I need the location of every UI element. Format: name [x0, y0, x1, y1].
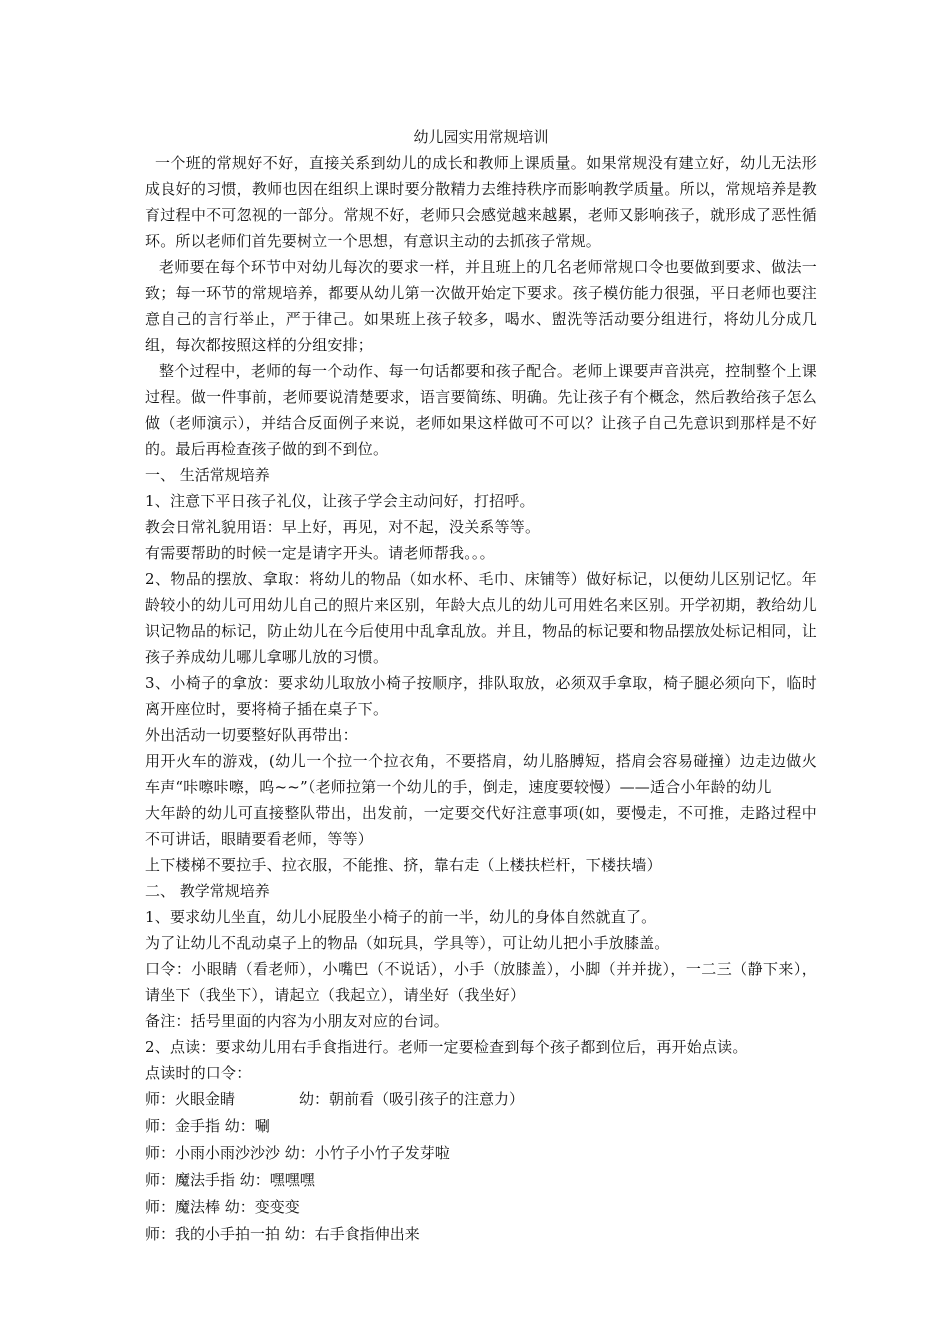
teacher-line: 师：火眼金睛: [145, 1090, 236, 1108]
section-heading-life: 一、 生活常规培养: [145, 466, 270, 484]
teacher-line: 师：魔法棒: [145, 1198, 221, 1216]
child-line: 幼：嘿嘿嘿: [239, 1171, 315, 1189]
life-item: 有需要帮助的时候一定是请字开头。请老师帮我。。。: [145, 544, 495, 562]
life-item: 2、物品的摆放、拿取：将幼儿的物品（如水杯、毛巾、床铺等）做好标记，以便幼儿区别记忆。年龄较小的幼儿可用幼儿自己的照片来区别，年龄大点儿的幼儿可用姓名来区别。开学初期，教给幼儿识记物品的标记，防止幼儿在今后使用中乱拿乱放。并且，物品的标记要和物品摆放处标记相同，让孩子养成幼儿哪儿拿哪儿放的习惯。: [145, 570, 817, 666]
teacher-line: 师：魔法手指: [145, 1171, 236, 1189]
intro-paragraph-2: 老师要在每个环节中对幼儿每次的要求一样，并且班上的几名老师常规口令也要做到要求、做法一致；每一环节的常规培养，都要从幼儿第一次做开始定下要求。孩子模仿能力很强，平日老师也要注意自己的言行举止，严于律己。如果班上孩子较多，喝水、盥洗等活动要分组进行，将幼儿分成几组，每次都按照这样的分组安排；: [145, 258, 817, 354]
section-heading-teaching: 二、 教学常规培养: [145, 882, 270, 900]
teaching-item: 2、点读：要求幼儿用右手食指进行。老师一定要检查到每个孩子都到位后，再开始点读。: [145, 1038, 748, 1056]
dialog-row: [145, 1167, 817, 1194]
dialog-row: [145, 1221, 817, 1248]
dialog-row: [145, 1194, 817, 1221]
document-page: [145, 124, 817, 1248]
life-item: 上下楼梯不要拉手、拉衣服，不能推、挤，靠右走（上楼扶栏杆，下楼扶墙）: [145, 856, 662, 874]
intro-paragraph-1: 一个班的常规好不好，直接关系到幼儿的成长和教师上课质量。如果常规没有建立好，幼儿无法形成良好的习惯，教师也因在组织上课时要分散精力去维持秩序而影响教学质量。所以，常规培养是教育过程中不可忽视的一部分。常规不好，老师只会感觉越来越累，老师又影响孩子，就形成了恶性循环。所以老师们首先要树立一个思想，有意识主动的去抓孩子常规。: [145, 154, 817, 250]
teaching-item: 点读时的口令：: [145, 1064, 252, 1082]
child-line: 幼：右手食指伸出来: [284, 1225, 420, 1243]
life-item: 大年龄的幼儿可直接整队带出，出发前，一定要交代好注意事项(如，要慢走，不可推，走路过程中不可讲话，眼睛要看老师，等等）: [145, 804, 817, 848]
teaching-item: 备注：括号里面的内容为小朋友对应的台词。: [145, 1012, 450, 1030]
life-item: 用开火车的游戏，(幼儿一个拉一个拉衣角，不要搭肩，幼儿胳膊短，搭肩会容易碰撞）边走边做火车声“咔嚓咔嚓，呜~~”（老师拉第一个幼儿的手，倒走，速度要较慢）——适合小年龄的幼儿: [145, 752, 817, 796]
teaching-item: 1、要求幼儿坐直，幼儿小屁股坐小椅子的前一半，幼儿的身体自然就直了。: [145, 908, 657, 926]
life-item: 1、注意下平日孩子礼仪，让孩子学会主动问好，打招呼。: [145, 492, 535, 510]
document-title: 幼儿园实用常规培训: [413, 128, 549, 146]
intro-paragraph-3: 整个过程中，老师的每一个动作、每一句话都要和孩子配合。老师上课要声音洪亮，控制整个上课过程。做一件事前，老师要说清楚要求，语言要简练、明确。先让孩子有个概念，然后教给孩子怎么做（老师演示），并结合反面例子来说，老师如果这样做可不可以？让孩子自己先意识到那样是不好的。最后再检查孩子做的到不到位。: [145, 362, 817, 458]
life-item: 3、小椅子的拿放：要求幼儿取放小椅子按顺序，排队取放，必须双手拿取，椅子腿必须向下，临时离开座位时，要将椅子插在桌子下。: [145, 674, 817, 718]
teacher-line: 师：小雨小雨沙沙沙: [145, 1144, 281, 1162]
life-item: 教会日常礼貌用语：早上好，再见，对不起，没关系等等。: [145, 518, 541, 536]
child-line: 幼：小竹子小竹子发芽啦: [284, 1144, 450, 1162]
teaching-item: 为了让幼儿不乱动桌子上的物品（如玩具，学具等），可让幼儿把小手放膝盖。: [145, 934, 670, 952]
teaching-item: 口令：小眼睛（看老师），小嘴巴（不说话），小手（放膝盖），小脚（并并拢），一二三（静下来），请坐下（我坐下），请起立（我起立），请坐好（我坐好）: [145, 960, 817, 1004]
dialog-row: [145, 1086, 817, 1113]
teacher-line: 师：我的小手拍一拍: [145, 1225, 281, 1243]
dialog-row: [145, 1113, 817, 1140]
teacher-line: 师：金手指: [145, 1117, 221, 1135]
child-line: 幼：唰: [224, 1117, 270, 1135]
life-item: 外出活动一切要整好队再带出：: [145, 726, 358, 744]
child-line: 幼：变变变: [224, 1198, 300, 1216]
child-line: 幼：朝前看（吸引孩子的注意力）: [299, 1090, 525, 1108]
dialog-row: [145, 1140, 817, 1167]
